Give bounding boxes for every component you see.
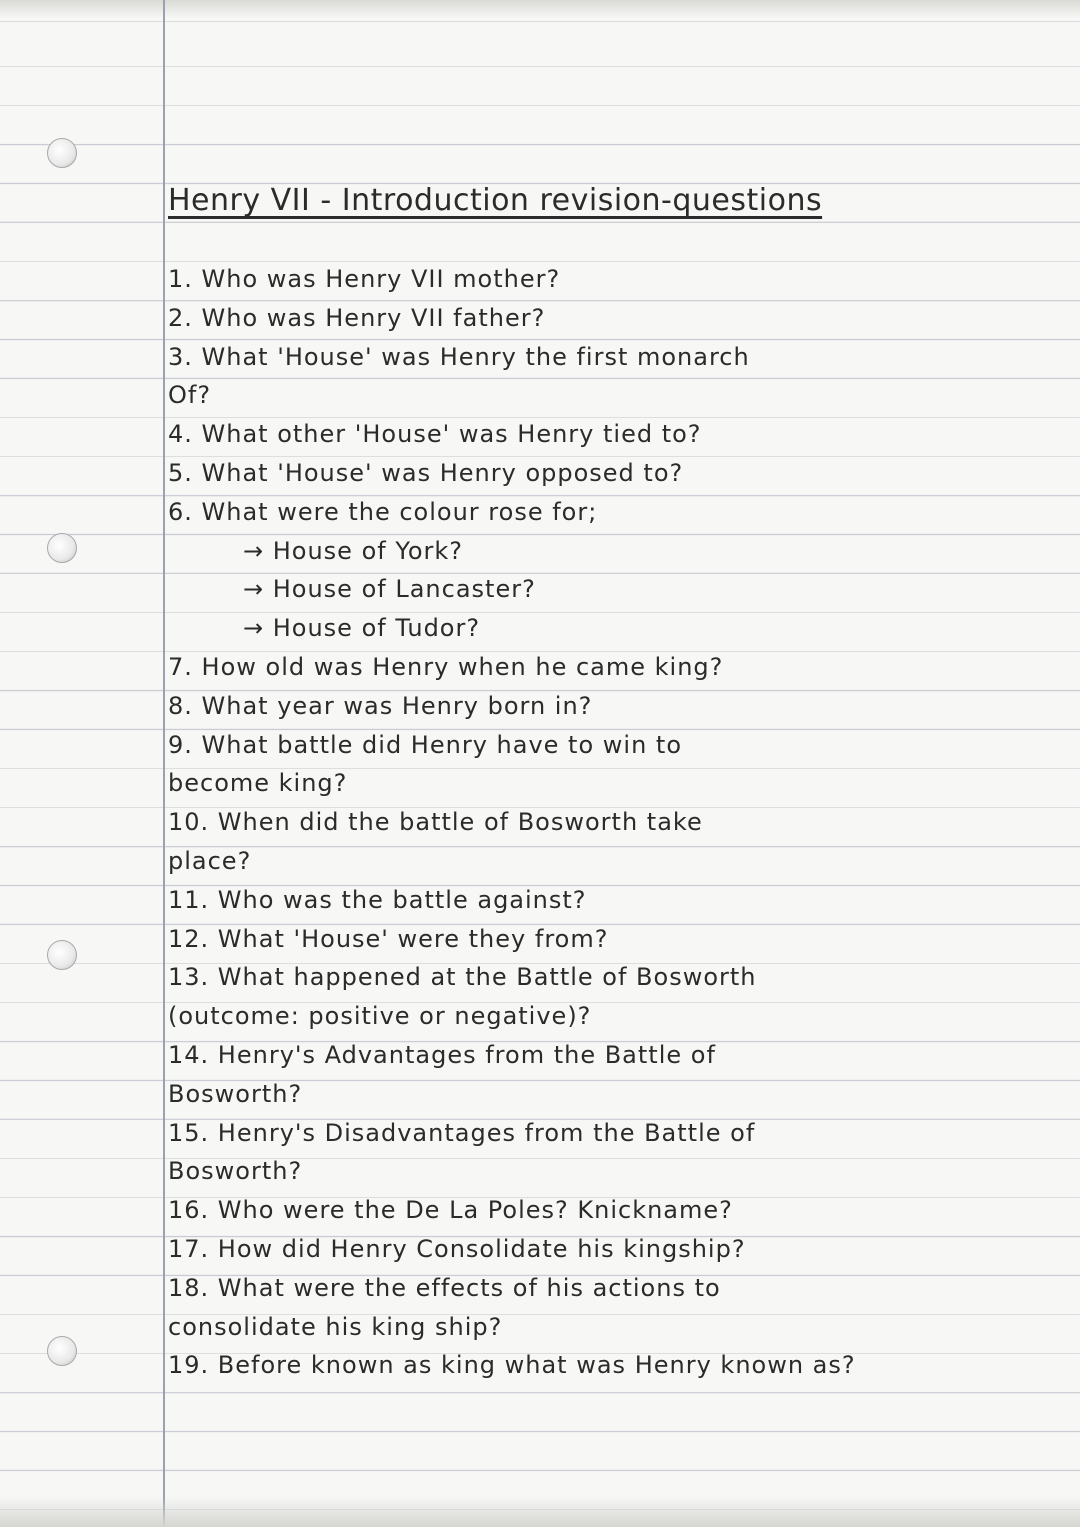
question-line: 14. Henry's Advantages from the Battle of (168, 1040, 716, 1069)
notes-content (168, 182, 1048, 1385)
question-line: 16. Who were the De La Poles? Knickname? (168, 1196, 733, 1225)
question-line: 7. How old was Henry when he came king? (168, 652, 724, 681)
punch-hole (47, 940, 77, 970)
page-bottom-edge (0, 1497, 1080, 1527)
question-line: Of? (168, 381, 212, 410)
question-line: consolidate his king ship? (168, 1312, 503, 1341)
question-line: 15. Henry's Disadvantages from the Battle of (168, 1118, 756, 1147)
question-line: become king? (168, 769, 348, 798)
punch-hole (47, 533, 77, 563)
sub-question-line: → House of Lancaster? (243, 575, 536, 604)
question-line: 3. What 'House' was Henry the first monarch (168, 342, 750, 371)
question-line: Bosworth? (168, 1157, 303, 1186)
sub-question-line: → House of Tudor? (243, 614, 481, 643)
punch-hole (47, 138, 77, 168)
question-line: 11. Who was the battle against? (168, 885, 587, 914)
question-line: 6. What were the colour rose for; (168, 497, 598, 526)
question-line: Bosworth? (168, 1079, 303, 1108)
sub-question-line: → House of York? (243, 536, 463, 565)
question-line: 1. Who was Henry VII mother? (168, 265, 561, 293)
question-line: 4. What other 'House' was Henry tied to? (168, 420, 702, 449)
question-line: 17. How did Henry Consolidate his kingship? (168, 1234, 746, 1263)
question-line: 9. What battle did Henry have to win to (168, 730, 682, 759)
question-line: place? (168, 846, 252, 875)
question-line: (outcome: positive or negative)? (168, 1002, 592, 1031)
question-line: 18. What were the effects of his actions to (168, 1273, 721, 1302)
question-line: 13. What happened at the Battle of Bosworth (168, 963, 757, 992)
margin-line (163, 0, 165, 1527)
question-line: 10. When did the battle of Bosworth take (168, 808, 703, 837)
page-top-shadow (0, 0, 1080, 18)
question-line: 19. Before known as king what was Henry known as? (168, 1351, 856, 1380)
page-title: Henry VII - Introduction revision-questions (168, 183, 823, 218)
question-line: 5. What 'House' was Henry opposed to? (168, 458, 684, 487)
question-line: 8. What year was Henry born in? (168, 691, 593, 720)
punch-hole (47, 1336, 77, 1366)
question-line: 12. What 'House' were they from? (168, 924, 609, 953)
question-line: 2. Who was Henry VII father? (168, 303, 546, 332)
